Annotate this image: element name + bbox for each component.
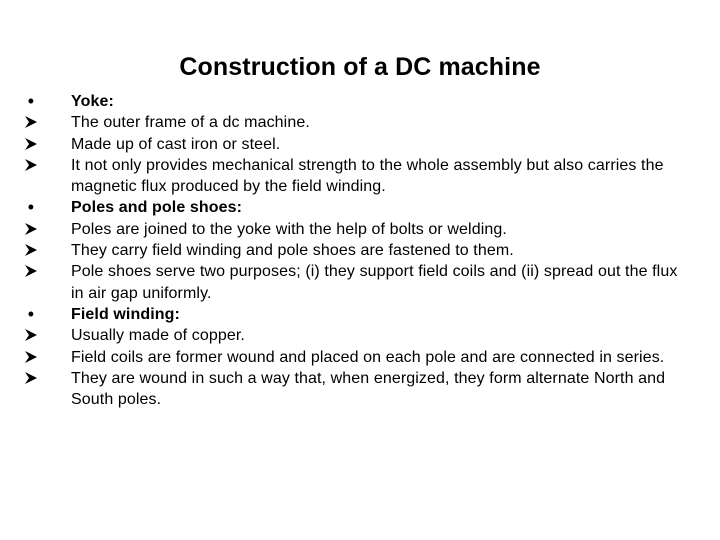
list-item-text: Poles are joined to the yoke with the help of bolts or welding. bbox=[71, 220, 507, 238]
arrow-bullet-icon bbox=[21, 325, 41, 346]
list-item-text: The outer frame of a dc machine. bbox=[71, 114, 310, 132]
list-item bbox=[0, 368, 720, 411]
list-item bbox=[0, 304, 720, 325]
arrow-bullet-icon bbox=[21, 112, 41, 133]
dot-icon: • bbox=[27, 303, 35, 324]
arrow-bullet-icon bbox=[21, 155, 41, 176]
list-item-text: It not only provides mechanical strength to the whole assembly but also carries the magnetic flux produced by the field winding. bbox=[71, 156, 664, 196]
list-item bbox=[0, 134, 720, 155]
list-item-text: Yoke: bbox=[71, 93, 114, 110]
arrow-bullet-icon bbox=[21, 261, 41, 282]
list-item bbox=[0, 325, 720, 346]
list-item bbox=[0, 155, 720, 198]
arrow-bullet-icon bbox=[21, 219, 41, 240]
arrow-bullet-icon bbox=[21, 134, 41, 155]
list-item bbox=[0, 347, 720, 368]
list-item-text: Usually made of copper. bbox=[71, 327, 245, 345]
list-item-text: Field winding: bbox=[71, 305, 180, 323]
list-item-text: Pole shoes serve two purposes; (i) they support field coils and (ii) spread out the flux in air gap uniformly. bbox=[71, 263, 678, 302]
list-item bbox=[0, 197, 720, 218]
arrow-bullet-icon bbox=[21, 347, 41, 368]
list-item-text: Poles and pole shoes: bbox=[71, 199, 243, 217]
list-item-text: They carry field winding and pole shoes are fastened to them. bbox=[71, 242, 514, 260]
list-item bbox=[0, 219, 720, 240]
list-item bbox=[0, 240, 720, 261]
list-item bbox=[0, 261, 720, 304]
list-item-text: Field coils are former wound and placed on each pole and are connected in series. bbox=[71, 348, 665, 366]
arrow-bullet-icon bbox=[21, 368, 41, 389]
slide-title: Construction of a DC machine bbox=[179, 53, 541, 81]
list-item bbox=[0, 112, 720, 133]
list-item bbox=[0, 91, 720, 112]
list-item-text: Made up of cast iron or steel. bbox=[71, 135, 281, 153]
dot-icon: • bbox=[27, 91, 35, 111]
dot-icon: • bbox=[27, 197, 35, 218]
bullet-list bbox=[0, 91, 720, 410]
list-item-text: They are wound in such a way that, when energized, they form alternate North and South poles. bbox=[71, 369, 666, 409]
arrow-bullet-icon bbox=[21, 240, 41, 261]
